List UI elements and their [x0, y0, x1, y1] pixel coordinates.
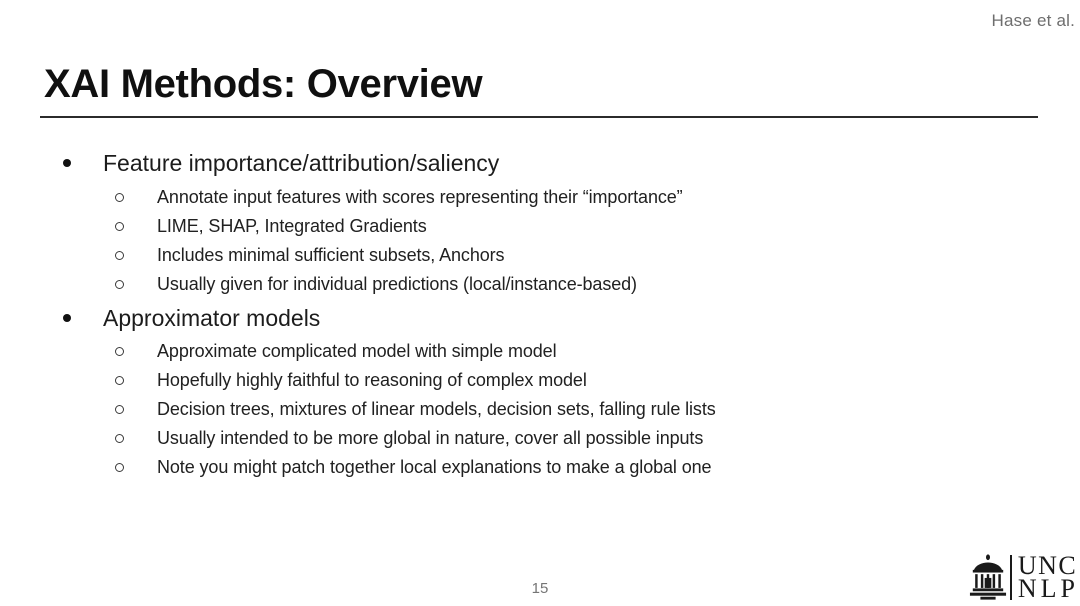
bullet-text: Hopefully highly faithful to reasoning of complex model [157, 370, 587, 390]
bullet-item-level1 [0, 301, 1080, 335]
bullet-text: Approximate complicated model with simple model [157, 341, 557, 361]
hollow-bullet-icon [115, 193, 124, 202]
bullet-item-level2 [0, 337, 1080, 366]
bullet-item-level2 [0, 241, 1080, 270]
logo-line-nlp: NLP [1017, 574, 1079, 603]
bullet-item-level2 [0, 212, 1080, 241]
hollow-bullet-icon [115, 222, 124, 231]
sub-bullet-group [0, 337, 1080, 482]
hollow-bullet-icon [115, 347, 124, 356]
slide-body [0, 146, 1080, 482]
hollow-bullet-icon [115, 434, 124, 443]
bullet-item-level2 [0, 183, 1080, 212]
logo-text [1017, 551, 1079, 603]
bullet-item-level2 [0, 270, 1080, 299]
hollow-bullet-icon [115, 463, 124, 472]
bullet-text: Approximator models [103, 305, 321, 331]
bullet-item-level1 [0, 146, 1080, 180]
filled-bullet-icon [63, 159, 71, 167]
filled-bullet-icon [63, 314, 71, 322]
bullet-text: Includes minimal sufficient subsets, Anchors [157, 245, 505, 265]
slide-title: XAI Methods: Overview [44, 62, 483, 106]
bullet-text: Note you might patch together local explanations to make a global one [157, 457, 712, 477]
hollow-bullet-icon [115, 251, 124, 260]
logo-line-unc: UNC [1017, 551, 1078, 580]
unc-old-well-icon [969, 554, 1007, 600]
title-divider [40, 116, 1038, 118]
bullet-text: LIME, SHAP, Integrated Gradients [157, 216, 427, 236]
bullet-item-level2 [0, 366, 1080, 395]
bullet-text: Feature importance/attribution/saliency [103, 150, 500, 176]
bullet-item-level2 [0, 395, 1080, 424]
bullet-item-level2 [0, 424, 1080, 453]
bullet-text: Usually given for individual predictions (local/instance-based) [157, 274, 637, 294]
hollow-bullet-icon [115, 405, 124, 414]
bullet-text: Usually intended to be more global in nature, cover all possible inputs [157, 428, 704, 448]
bullet-item-level2 [0, 453, 1080, 482]
bullet-text: Decision trees, mixtures of linear models, decision sets, falling rule lists [157, 399, 716, 419]
sub-bullet-group [0, 183, 1080, 299]
bullet-text: Annotate input features with scores representing their “importance” [157, 187, 683, 207]
hollow-bullet-icon [115, 280, 124, 289]
logo-divider [1010, 555, 1012, 600]
attribution-text: Hase et al. [991, 11, 1075, 30]
hollow-bullet-icon [115, 376, 124, 385]
unc-nlp-logo [969, 551, 1079, 603]
page-number: 15 [531, 580, 549, 597]
